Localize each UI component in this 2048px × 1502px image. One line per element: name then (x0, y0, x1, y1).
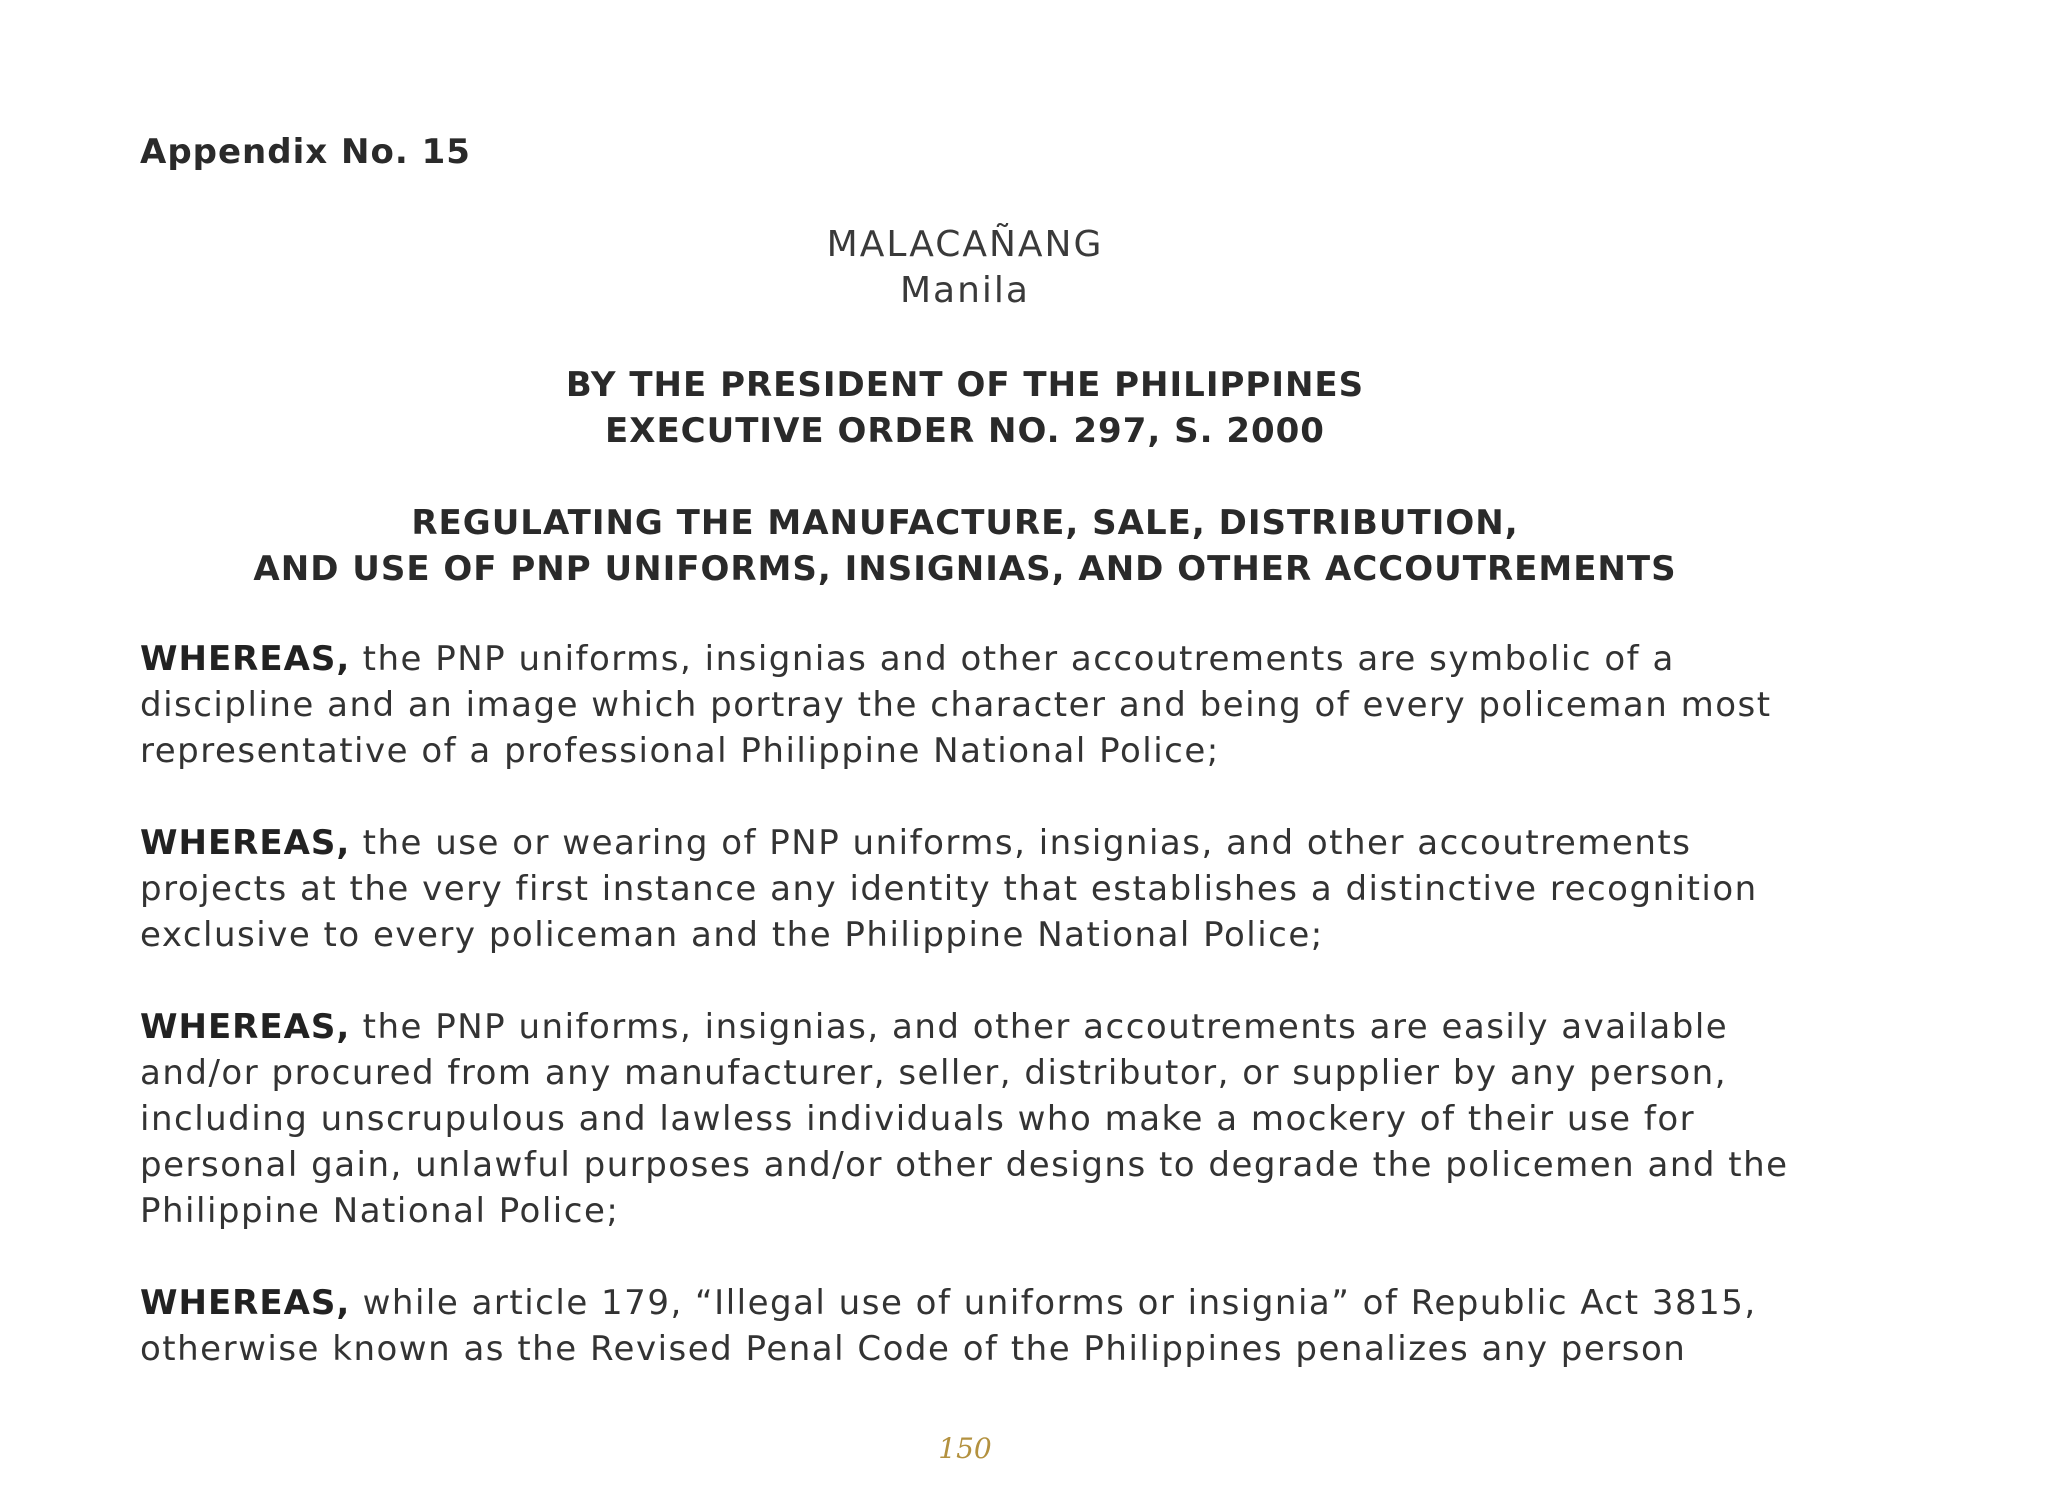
whereas-lead: WHEREAS, (140, 1283, 351, 1323)
title-line-2: AND USE OF PNP UNIFORMS, INSIGNIAS, AND OTHER ACCOUTREMENTS (253, 549, 1677, 589)
document-title (0, 500, 1930, 592)
whereas-paragraph (140, 1004, 1830, 1234)
issuing-authority (0, 362, 1930, 454)
page-number: 150 (938, 1432, 992, 1465)
whereas-text: the use or wearing of PNP uniforms, insignias, and other accoutrements projects at the very first instance any identity that establishes a distinctive recognition exclusive to every policeman and the Philippine National Police; (140, 823, 1758, 955)
place-line-manila: Manila (899, 270, 1030, 311)
whereas-paragraph (140, 636, 1830, 774)
whereas-paragraph (140, 1280, 1830, 1372)
authority-line-executive-order: EXECUTIVE ORDER NO. 297, S. 2000 (605, 411, 1325, 451)
title-line-1: REGULATING THE MANUFACTURE, SALE, DISTRIBUTION, (411, 503, 1519, 543)
whereas-text: the PNP uniforms, insignias and other accoutrements are symbolic of a discipline and an image which portray the character and being of every policeman most representative of a professional Philippine National Police; (140, 639, 1772, 771)
whereas-text: the PNP uniforms, insignias, and other accoutrements are easily available and/or procured from any manufacturer, seller, distributor, or supplier by any person, including unscrupulous and lawless individuals who make a mockery of their use for personal gain, unlawful purposes and/or other designs to degrade the policemen and the Philippine National Police; (140, 1007, 1789, 1231)
whereas-lead: WHEREAS, (140, 1007, 351, 1047)
authority-line-president: BY THE PRESIDENT OF THE PHILIPPINES (565, 365, 1365, 405)
document-body (140, 636, 1830, 1372)
whereas-lead: WHEREAS, (140, 639, 351, 679)
appendix-label: Appendix No. 15 (140, 132, 471, 172)
whereas-text: while article 179, “Illegal use of uniforms or insignia” of Republic Act 3815, otherwise known as the Revised Penal Code of the Philippines penalizes any person (140, 1283, 1757, 1369)
place-line-malacanang: MALACAÑANG (826, 224, 1104, 265)
whereas-lead: WHEREAS, (140, 823, 351, 863)
issuing-place (0, 222, 1930, 314)
whereas-paragraph (140, 820, 1830, 958)
